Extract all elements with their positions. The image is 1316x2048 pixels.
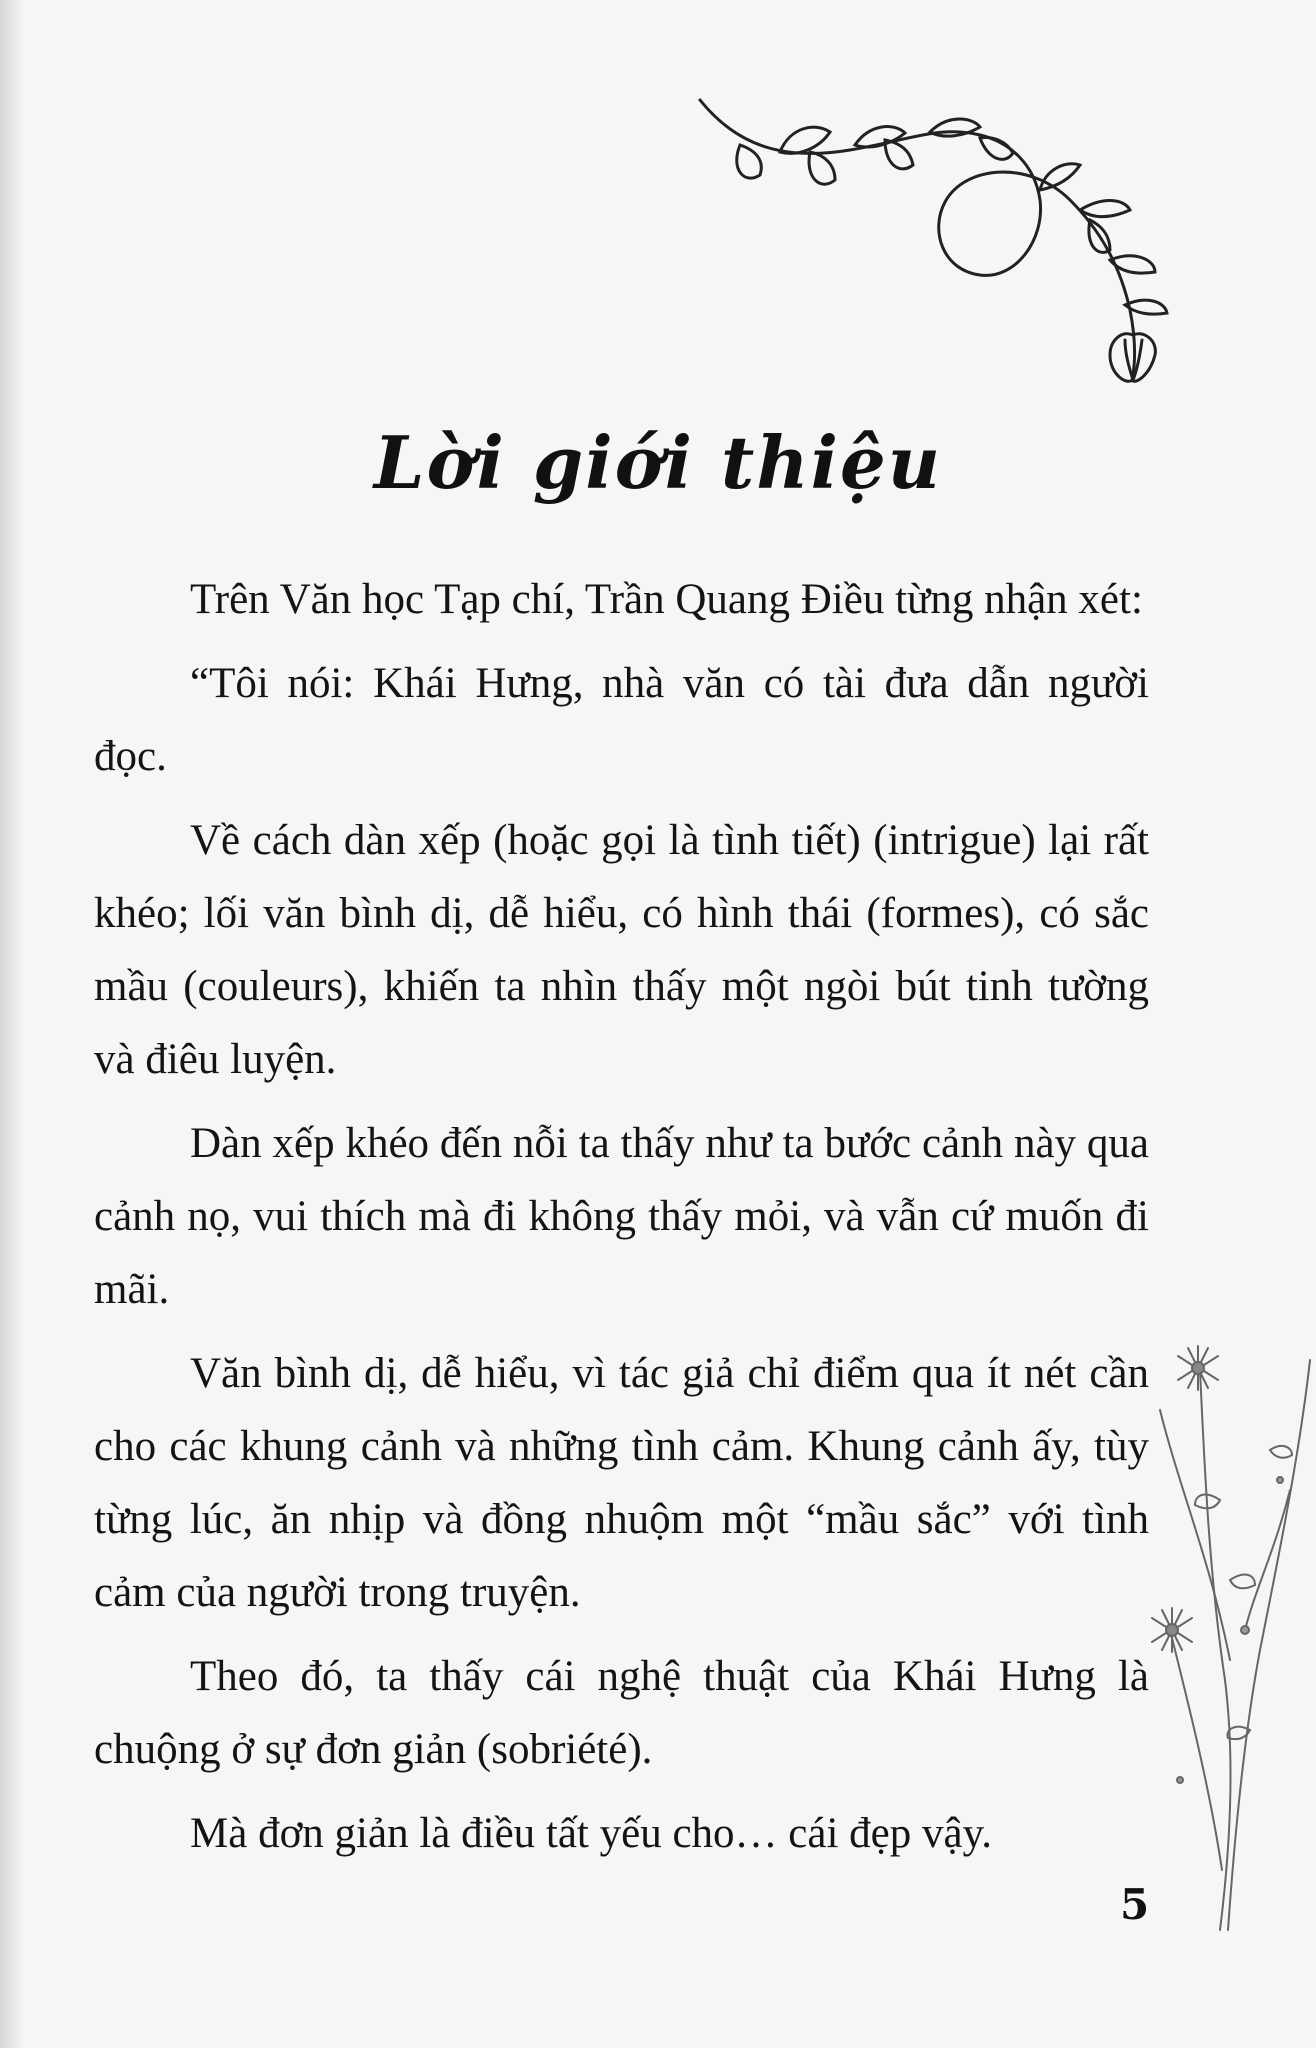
page-number: 5 [1120,1880,1150,1929]
page-gutter-shadow [0,0,24,2048]
paragraph: Trên Văn học Tạp chí, Trần Quang Điều từng nhận xét: [190,576,1143,623]
vine-ornament-icon [680,90,1280,410]
paragraph: Mà đơn giản là điều tất yếu cho… cái đẹp vậy. [190,1810,993,1857]
paragraph: Dàn xếp khéo đến nỗi ta thấy như ta bước cảnh này qua cảnh nọ, vui thích mà đi không thấy mỏi, và vẫn cứ muốn đi mãi. [94,1120,1149,1313]
paragraph: “Tôi nói: Khái Hưng, nhà văn có tài đưa dẫn người đọc. [94,660,1149,780]
paragraph: Văn bình dị, dễ hiểu, vì tác giả chỉ điểm qua ít nét cần cho các khung cảnh và những tình cảm. Khung cảnh ấy, tùy từng lúc, ăn nhịp và đồng nhuộm một “mầu sắc” với tình cảm của người trong truyện. [94,1350,1149,1616]
body-text [94,563,1149,1881]
flower-ornament-icon [1150,1330,1316,1950]
page-title: Lời giới thiệu [373,420,943,505]
paragraph: Về cách dàn xếp (hoặc gọi là tình tiết) (intrigue) lại rất khéo; lối văn bình dị, dễ hiểu, có hình thái (formes), có sắc mầu (couleurs), khiến ta nhìn thấy một ngòi bút tinh tường và điêu luyện. [94,817,1149,1083]
paragraph: Theo đó, ta thấy cái nghệ thuật của Khái Hưng là chuộng ở sự đơn giản (sobriété). [94,1653,1149,1773]
